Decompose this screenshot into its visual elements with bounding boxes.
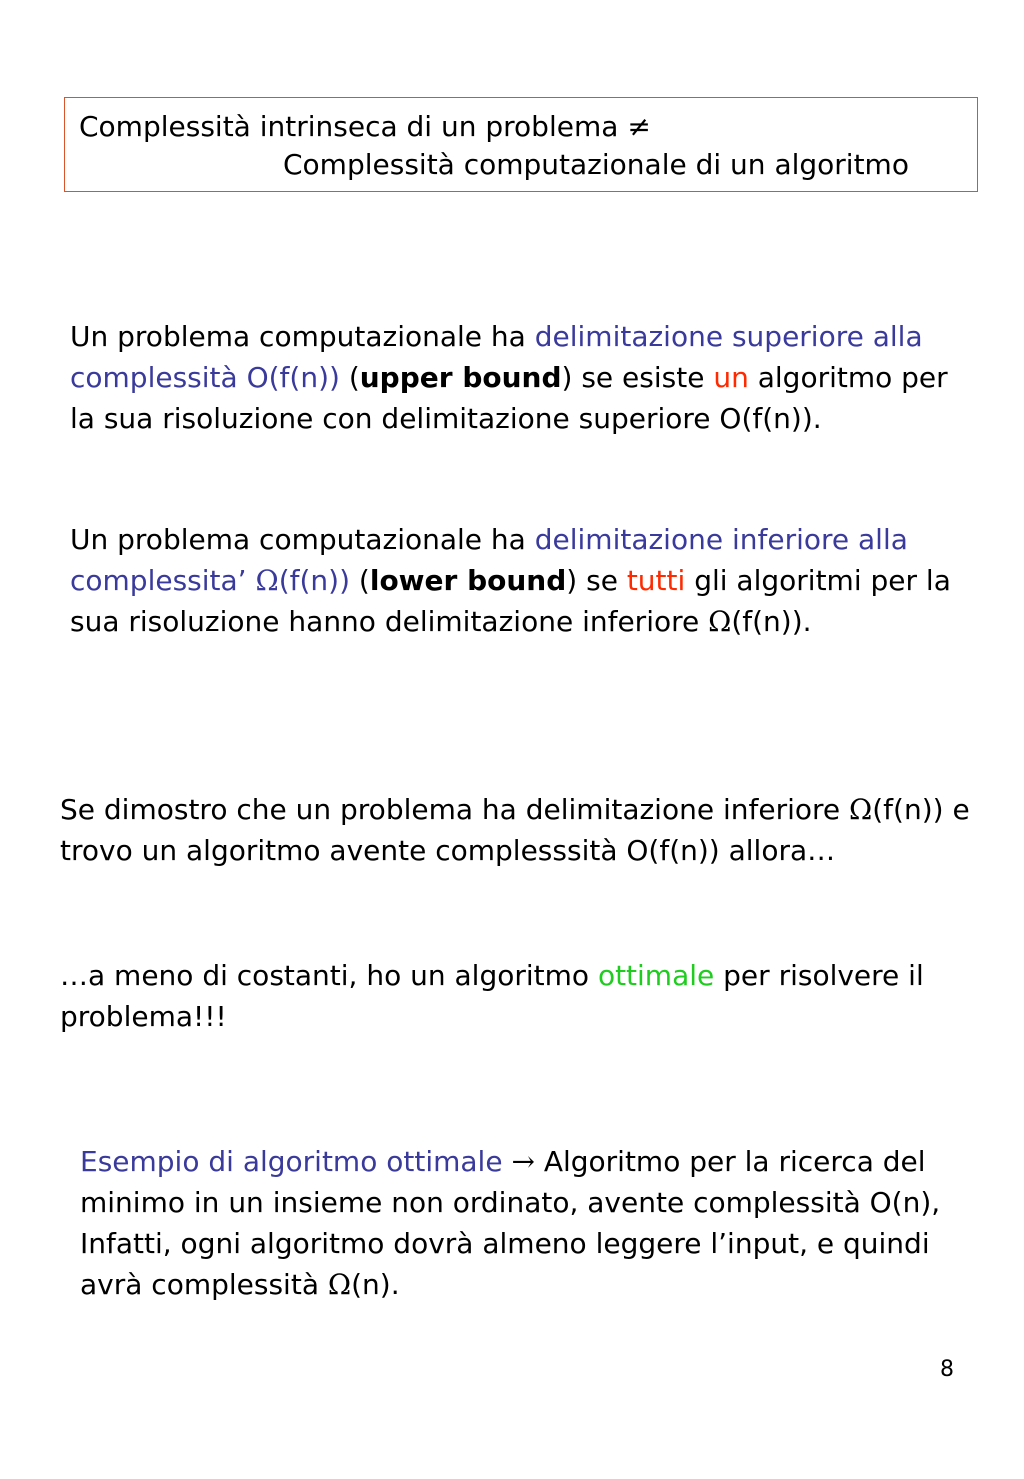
omega-symbol: Ω (255, 564, 279, 597)
box-line-1: Complessità intrinseca di un problema ≠ (79, 110, 651, 143)
lower-bound-label: lower bound (369, 564, 567, 597)
lower-bound-paragraph: Un problema computazionale ha delimitazione inferiore alla complessita’ Ω(f(n)) (lower bound) se tutti gli algoritmi per la sua risoluzione hanno delimitazione inferiore Ω(f(n)). (70, 523, 951, 638)
conclusion-paragraph: …a meno di costanti, ho un algoritmo ottimale per risolvere il problema!!! (60, 959, 924, 1033)
omega-symbol: Ω (849, 793, 873, 826)
upper-bound-label: upper bound (359, 361, 562, 394)
box-line-2: Complessità computazionale di un algoritmo (283, 148, 909, 181)
not-equal-symbol: ≠ (627, 110, 651, 143)
omega-symbol: Ω (708, 605, 732, 638)
page-number: 8 (940, 1357, 954, 1382)
lower-bound-term: delimitazione inferiore alla complessita’ Ω(f(n)) (70, 523, 908, 597)
upper-bound-paragraph: Un problema computazionale ha delimitazione superiore alla complessità O(f(n)) (upper bound) se esiste un algoritmo per la sua risoluzione con delimitazione superiore O(f(n)). (70, 320, 948, 435)
upper-bound-term: delimitazione superiore alla complessità O(f(n)) (70, 320, 923, 394)
example-heading: Esempio di algoritmo ottimale (80, 1145, 503, 1178)
omega-symbol: Ω (327, 1268, 352, 1301)
optimal-highlight: ottimale (597, 959, 715, 992)
definition-box (64, 97, 978, 192)
lower-highlight: tutti (626, 564, 686, 597)
arrow-icon: → (511, 1145, 535, 1178)
example-paragraph: Esempio di algoritmo ottimale → Algoritmo per la ricerca del minimo in un insieme non ordinato, avente complessità O(n), Infatti, ogni algoritmo dovrà almeno leggere l’input, e quindi avrà complessità Ω(n). (80, 1145, 941, 1301)
optimality-paragraph: Se dimostro che un problema ha delimitazione inferiore Ω(f(n)) e trovo un algoritmo avente complesssità O(f(n)) allora… (60, 793, 970, 867)
upper-highlight: un (713, 361, 749, 394)
